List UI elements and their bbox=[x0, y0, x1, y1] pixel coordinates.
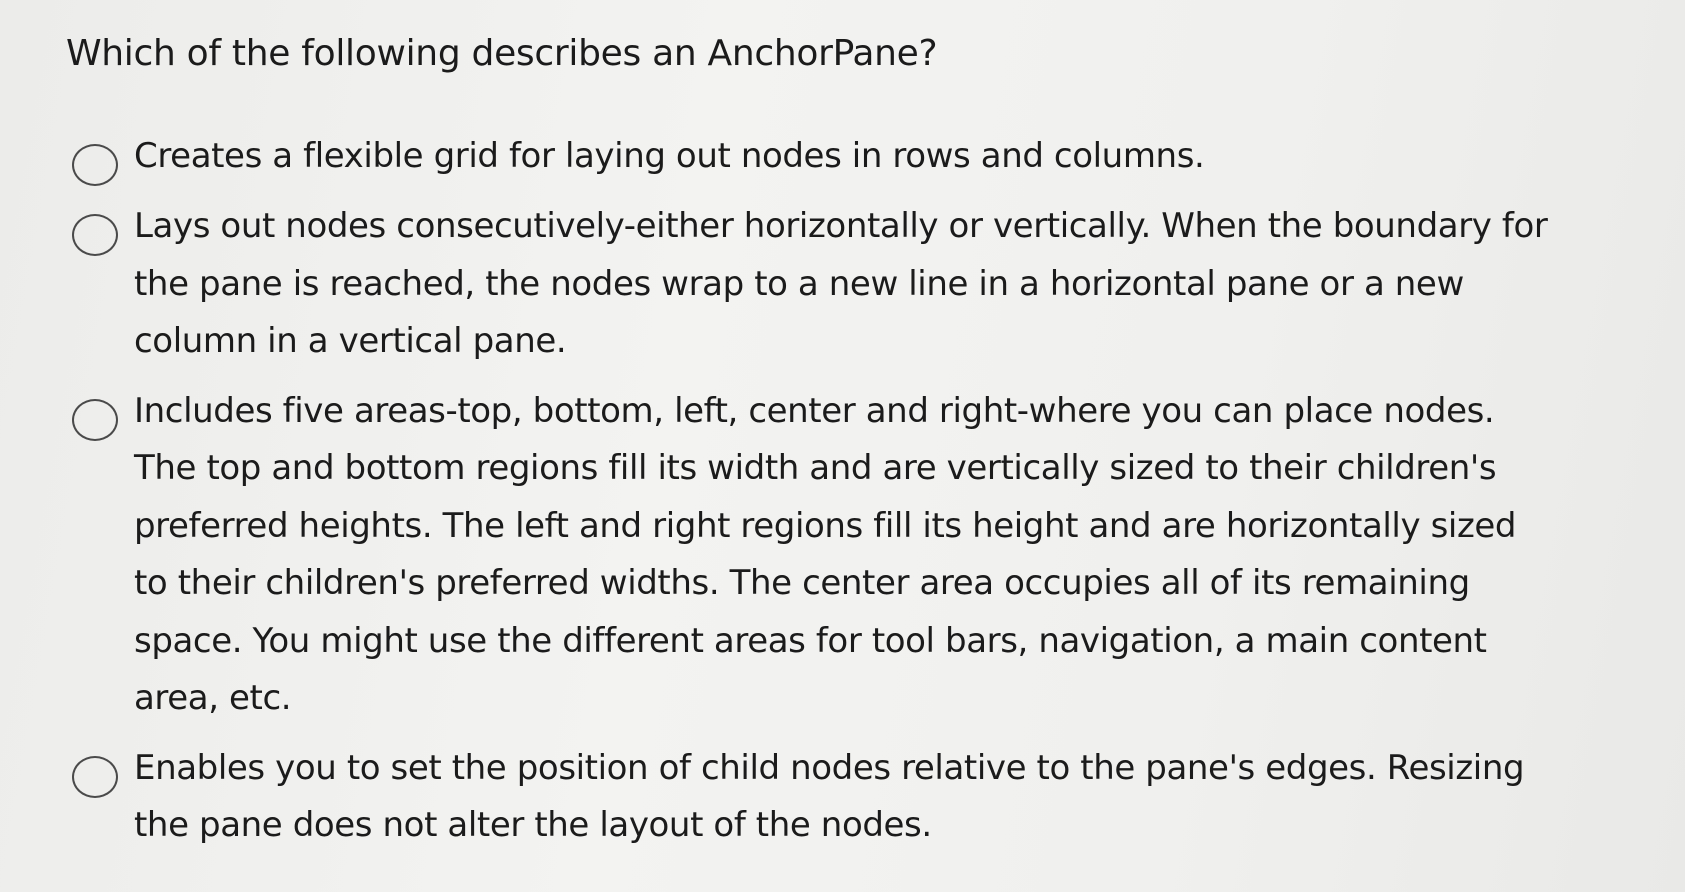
option-1[interactable] bbox=[72, 128, 1572, 186]
option-4-label[interactable]: Enables you to set the position of child nodes relative to the pane's edges. Resizing the pane does not alter the layout of the nodes. bbox=[134, 747, 1525, 845]
option-2-radio[interactable] bbox=[72, 214, 118, 256]
option-4[interactable] bbox=[72, 740, 1572, 855]
option-3-radio[interactable] bbox=[72, 399, 118, 441]
option-3-label[interactable]: Includes five areas-top, bottom, left, center and right-where you can place nodes. The top and bottom regions fill its width and are vertically sized to their children's preferred heights. The left and right regions fill its height and are horizontally sized to their children's preferred widths. The center area occupies all of its remaining space. You might use the different areas for tool bars, navigation, a main content area, etc. bbox=[134, 390, 1517, 718]
question-text: Which of the following describes an AnchorPane? bbox=[66, 33, 938, 74]
option-1-label[interactable]: Creates a flexible grid for laying out nodes in rows and columns. bbox=[134, 136, 1205, 176]
option-1-radio[interactable] bbox=[72, 144, 118, 186]
option-2[interactable] bbox=[72, 198, 1572, 371]
option-4-radio[interactable] bbox=[72, 756, 118, 798]
answer-options bbox=[72, 128, 1572, 867]
option-3[interactable] bbox=[72, 383, 1572, 728]
option-2-label[interactable]: Lays out nodes consecutively-either horizontally or vertically. When the boundary for the pane is reached, the nodes wrap to a new line in a horizontal pane or a new column in a vertical pane. bbox=[134, 206, 1548, 361]
